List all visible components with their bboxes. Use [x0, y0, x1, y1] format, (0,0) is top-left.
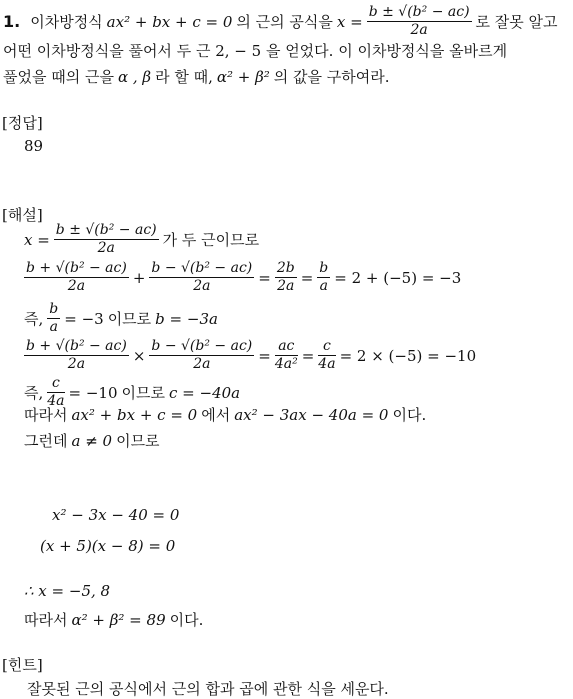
solution-label: [해설]	[2, 206, 43, 224]
solution-step-4	[24, 338, 476, 373]
equation: ax² − 3ax − 40a = 0	[234, 405, 389, 424]
fraction-numerator: ac	[275, 338, 298, 356]
equation: α² + β² = 89	[71, 610, 166, 629]
solution-step-7	[24, 430, 160, 451]
math-text: = −3	[64, 309, 104, 328]
fraction-numerator: b	[319, 260, 329, 276]
fraction-numerator: c	[318, 338, 335, 356]
wrong-root-formula	[367, 4, 472, 39]
operator: =	[258, 346, 271, 365]
fraction-denominator: 4a	[318, 356, 336, 372]
fraction	[54, 222, 159, 257]
solution-text: 즉,	[24, 384, 44, 402]
fraction	[149, 260, 254, 295]
solution-text: 이므로	[116, 432, 160, 450]
fraction	[275, 338, 298, 373]
math-text: b = −3a	[155, 309, 218, 328]
fraction-denominator: 2a	[277, 278, 295, 294]
fraction-numerator: b ± √(b² − ac)	[368, 4, 470, 20]
fraction-denominator: 2a	[67, 356, 86, 372]
solution-step-6	[24, 404, 426, 425]
equation: ax² + bx + c = 0	[71, 405, 198, 424]
solution-text: 따라서	[24, 406, 68, 424]
operator: ×	[132, 346, 146, 365]
fraction	[317, 260, 330, 295]
fraction-denominator: 2a	[193, 356, 211, 372]
solution-text: 이다.	[392, 406, 427, 424]
math-text: = 2 + (−5) = −3	[334, 268, 462, 287]
fraction	[47, 301, 60, 336]
operator: =	[300, 268, 314, 287]
fraction	[24, 338, 129, 373]
math-text: a ≠ 0	[71, 431, 113, 450]
problem-text: 이차방정식	[30, 13, 103, 31]
fraction-denominator: 2a	[67, 278, 86, 294]
answer-label: [정답]	[2, 114, 43, 132]
math-text: x =	[24, 230, 50, 249]
equation: x² − 3x − 40 = 0	[52, 506, 180, 524]
solution-text: 이므로	[107, 310, 152, 328]
target-expression: α² + β²	[216, 67, 270, 86]
problem-line-3	[3, 66, 390, 87]
hint-text: 잘못된 근의 공식에서 근의 합과 곱에 관한 식을 세운다.	[27, 680, 389, 698]
math-text: = 2 × (−5) = −10	[339, 346, 477, 365]
fraction-numerator: c	[47, 375, 64, 393]
problem-number: 1.	[3, 12, 21, 31]
fraction	[318, 338, 335, 373]
fraction-denominator: a	[319, 278, 328, 294]
fraction-denominator: 2a	[410, 22, 428, 38]
problem-text: 의 근의 공식을	[236, 13, 333, 31]
equation: (x + 5)(x − 8) = 0	[40, 537, 176, 555]
solution-text: 그런데	[24, 432, 68, 450]
solution-step-2	[24, 260, 461, 295]
fraction-denominator: 4a²	[274, 356, 298, 372]
hint-label: [힌트]	[2, 656, 43, 674]
fraction-numerator: b ± √(b² − ac)	[55, 222, 157, 238]
operator: =	[301, 346, 315, 365]
solution-step-1	[24, 222, 259, 257]
fraction	[149, 338, 254, 373]
fraction-denominator: 4a	[47, 393, 65, 409]
fraction-numerator: b + √(b² − ac)	[26, 338, 127, 354]
formula-lhs: x =	[336, 12, 363, 31]
solution-text: 에서	[201, 406, 231, 424]
fraction-denominator: a	[49, 319, 58, 335]
math-text: c = −40a	[169, 383, 241, 402]
fraction-numerator: b − √(b² − ac)	[151, 338, 253, 354]
solution-step-3	[24, 301, 218, 336]
solution-text: 가 두 근이므로	[162, 231, 260, 249]
root-variables: α , β	[117, 67, 152, 86]
solution-step-11	[24, 609, 203, 630]
problem-line-1	[3, 4, 558, 39]
problem-line-2: 어떤 이차방정식을 풀어서 두 근 2, − 5 을 얻었다. 이 이차방정식을 올바르게	[3, 42, 508, 60]
problem-text: 라 할 때,	[155, 68, 213, 86]
fraction-numerator: b	[49, 301, 59, 317]
solution-text: 이므로	[121, 384, 166, 402]
fraction-denominator: 2a	[193, 278, 211, 294]
problem-text: 풀었을 때의 근을	[3, 68, 114, 86]
conclusion: ∴ x = −5, 8	[24, 582, 111, 600]
fraction-numerator: 2b	[276, 260, 295, 276]
fraction-numerator: b − √(b² − ac)	[151, 260, 253, 276]
operator: =	[258, 268, 271, 287]
fraction	[275, 260, 297, 295]
equation: ax² + bx + c = 0	[106, 12, 233, 31]
solution-text: 따라서	[24, 611, 68, 629]
fraction	[24, 260, 129, 295]
math-text: = −10	[68, 383, 118, 402]
fraction-denominator: 2a	[97, 240, 115, 256]
solution-text: 이다.	[169, 611, 204, 629]
problem-text: 의 값을 구하여라.	[273, 68, 390, 86]
answer-value: 89	[24, 137, 44, 155]
solution-text: 즉,	[24, 310, 44, 328]
fraction-numerator: b + √(b² − ac)	[26, 260, 127, 276]
problem-text: 로 잘못 알고	[475, 13, 558, 31]
operator: +	[132, 268, 146, 287]
